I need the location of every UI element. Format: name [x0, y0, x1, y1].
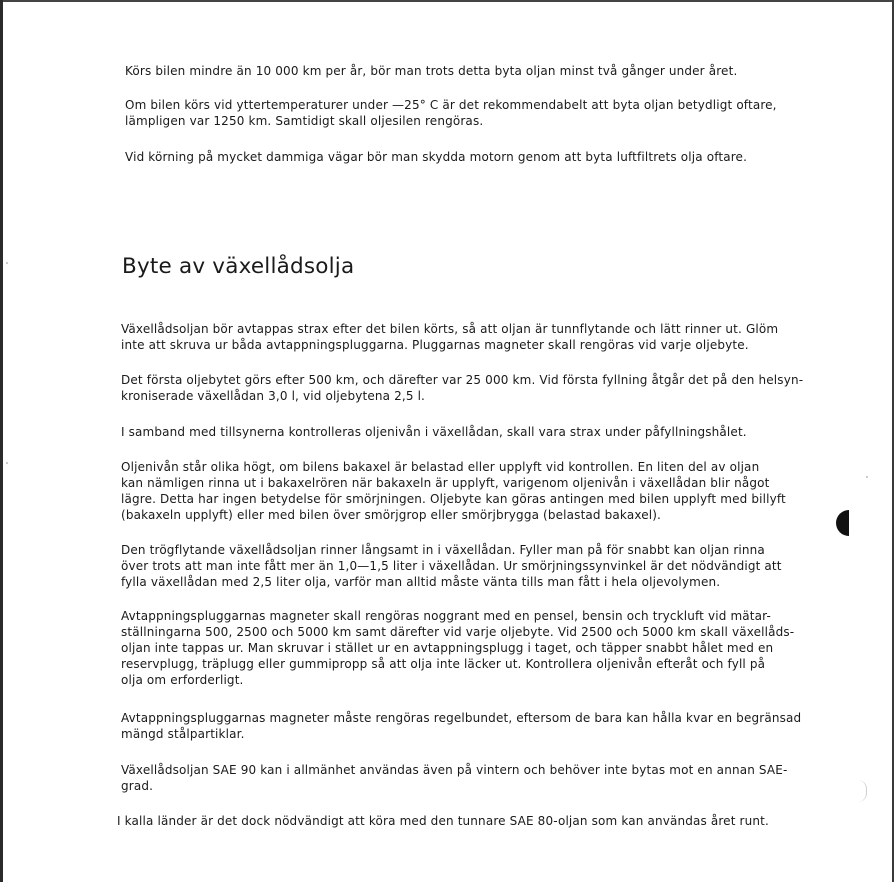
text-line: mängd stålpartiklar.: [121, 727, 245, 741]
text-line: Avtappningspluggarnas magneter måste rengöras regelbundet, eftersom de bara kan hålla kvar en begränsad: [121, 711, 802, 725]
text-line: lämpligen var 1250 km. Samtidigt skall oljesilen rengöras.: [125, 114, 484, 128]
section-paragraph-8: [121, 762, 788, 794]
section-title: Byte av växellådsolja: [122, 254, 355, 279]
text-line: (bakaxeln upplyft) eller med bilen över smörjgrop eller smörjbrygga (belastad bakaxel).: [121, 508, 662, 522]
text-line: I samband med tillsynerna kontrolleras oljenivån i växellådan, skall vara strax under påfyllningshålet.: [121, 425, 747, 439]
section-paragraph-9: [117, 813, 769, 829]
text-line: Det första oljebytet görs efter 500 km, och därefter var 25 000 km. Vid första fyllning åtgår det på den helsyn-: [121, 373, 804, 387]
section-paragraph-7: [121, 710, 801, 742]
intro-paragraph-3: [125, 149, 747, 165]
text-line: grad.: [121, 779, 154, 793]
text-line: Vid körning på mycket dammiga vägar bör man skydda motorn genom att byta luftfiltrets olja oftare.: [125, 150, 748, 164]
text-line: Den trögflytande växellådsoljan rinner långsamt in i växellådan. Fyller man på för snabbt kan oljan rinna: [121, 543, 765, 557]
text-line: ställningarna 500, 2500 och 5000 km samt därefter vid varje oljebyte. Vid 2500 och 5000 km skall växellåds-: [121, 625, 795, 639]
scan-speck: [6, 462, 8, 464]
text-line: Växellådsoljan SAE 90 kan i allmänhet användas även på vintern och behöver inte bytas mot en annan SAE-: [121, 763, 788, 777]
intro-paragraph-2: [125, 97, 777, 129]
text-line: I kalla länder är det dock nödvändigt att köra med den tunnare SAE 80-oljan som kan användas året runt.: [117, 814, 769, 828]
section-paragraph-1: [121, 321, 778, 353]
text-line: kroniserade växellådan 3,0 l, vid oljebytena 2,5 l.: [121, 389, 426, 403]
binding-hole-mark: [836, 510, 849, 536]
text-line: Om bilen körs vid yttertemperaturer under —25° C är det rekommendabelt att byta oljan betydligt oftare,: [125, 98, 777, 112]
text-line: lägre. Detta har ingen betydelse för smörjningen. Oljebyte kan göras antingen med bilen upplyft med billyft: [121, 492, 786, 506]
text-line: över trots att man inte fått mer än 1,0—1,5 liter i växellådan. Ur smörjningssynvinkel är det nödvändigt att: [121, 559, 782, 573]
intro-paragraph-1: [125, 63, 737, 79]
text-line: olja om erforderligt.: [121, 673, 244, 687]
text-line: oljan inte tappas ur. Man skruvar i stället ur en avtappningsplugg i taget, och täpper snabbt hålet med en: [121, 641, 774, 655]
scan-speck: [6, 262, 8, 264]
text-line: fylla växellådan med 2,5 liter olja, varför man alltid måste vänta tills man fått i hela oljevolymen.: [121, 575, 721, 589]
text-line: inte att skruva ur båda avtappningspluggarna. Pluggarnas magneter skall rengöras vid varje oljebyte.: [121, 338, 749, 352]
scan-speck: [866, 476, 868, 478]
text-line: reservplugg, träplugg eller gummipropp så att olja inte läcker ut. Kontrollera oljenivån efteråt och fyll på: [121, 657, 766, 671]
text-line: Avtappningspluggarnas magneter skall rengöras noggrant med en pensel, bensin och tryckluft vid mätar-: [121, 609, 771, 623]
text-line: kan nämligen rinna ut i bakaxelrören när bakaxeln är upplyft, varigenom oljenivån i växellådan blir något: [121, 476, 770, 490]
text-line: Växellådsoljan bör avtappas strax efter det bilen körts, så att oljan är tunnflytande och lätt rinner ut. Glöm: [121, 322, 779, 336]
section-paragraph-6: [121, 608, 794, 688]
text-line: Oljenivån står olika högt, om bilens bakaxel är belastad eller upplyft vid kontrollen. En liten del av oljan: [121, 460, 760, 474]
faint-hole-mark: [858, 780, 867, 802]
section-paragraph-3: [121, 424, 747, 440]
section-paragraph-4: [121, 459, 786, 523]
text-line: Körs bilen mindre än 10 000 km per år, bör man trots detta byta oljan minst två gånger under året.: [125, 64, 738, 78]
section-paragraph-5: [121, 542, 782, 590]
section-paragraph-2: [121, 372, 803, 404]
